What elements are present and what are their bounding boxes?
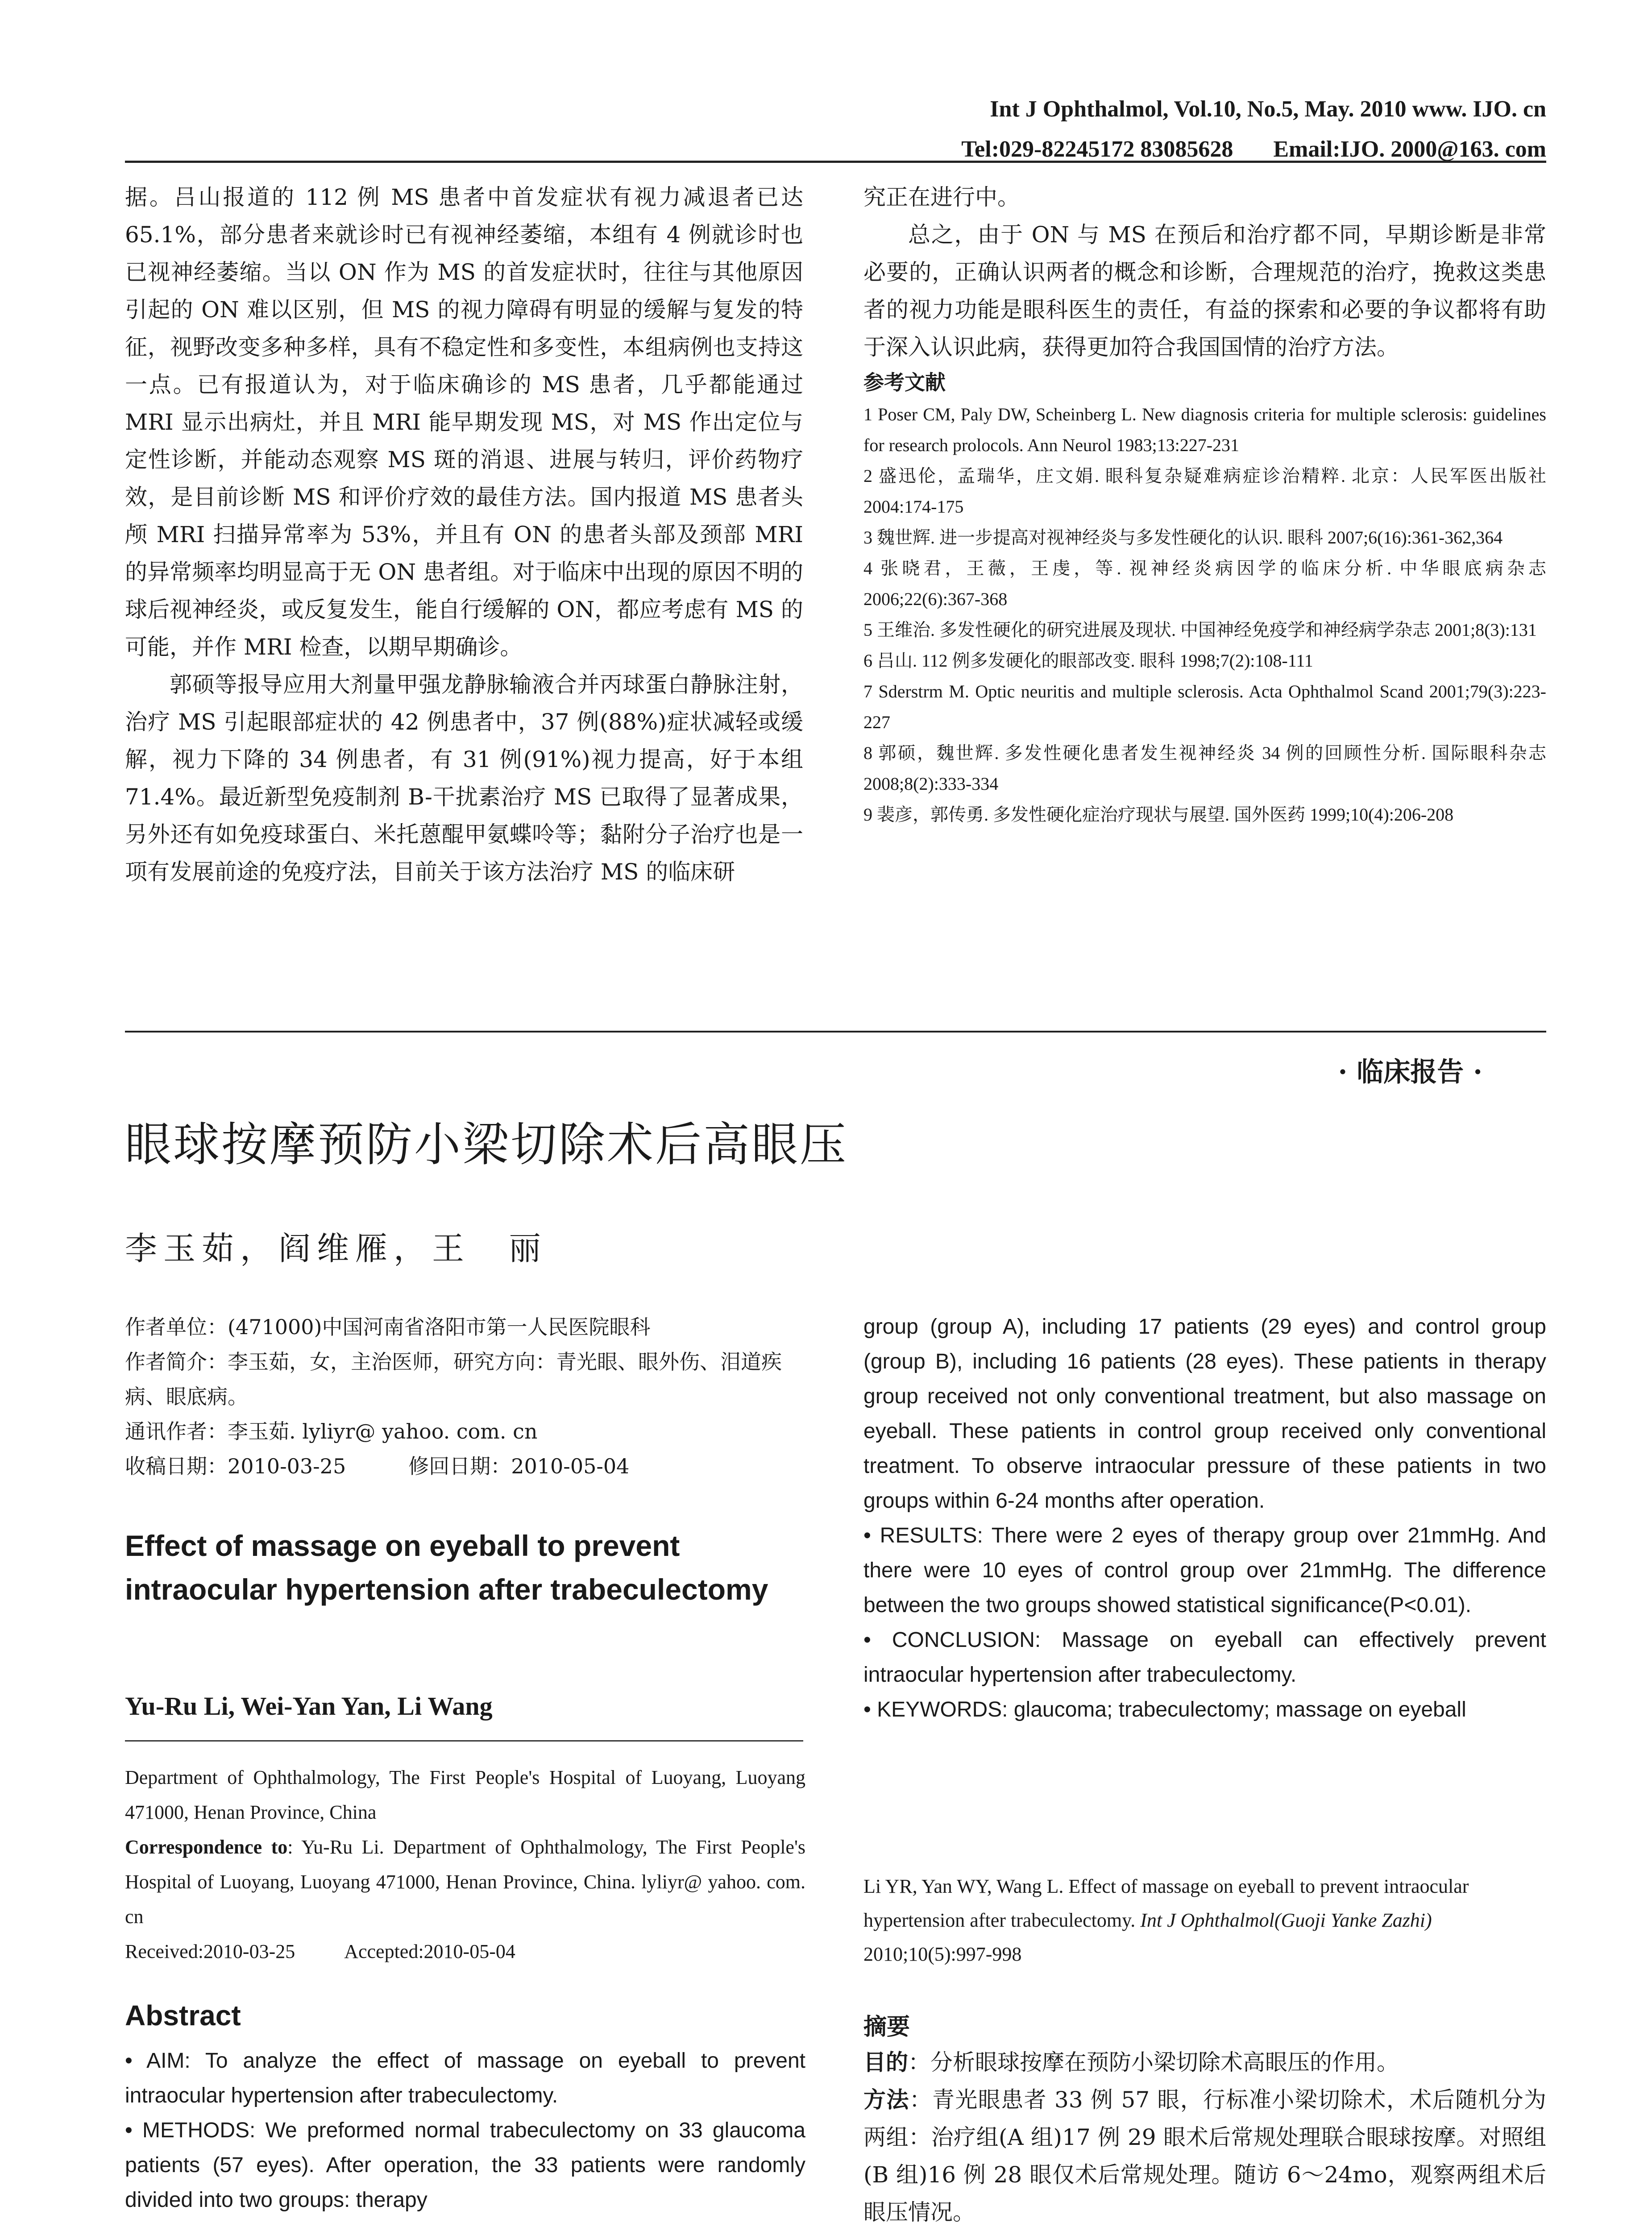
abstract-methods-continued: group (group A), including 17 patients (29 eyes) and control group (group B), including 16 patients (28 eyes). These patients in therapy group received not only conventional treatment, but also massage on eyeball. These patients in control group received only conventional treatment. To observe intraocular pressure of these patients in two groups within 6-24 months after operation. [863, 1315, 1546, 1513]
citation [863, 1870, 1546, 1971]
paragraph: 总之，由于 ON 与 MS 在预后和治疗都不同，早期诊断是非常必要的，正确认识两者的概念和诊断，合理规范的治疗，挽救这类患者的视力功能是眼科医生的责任，有益的探索和必要的争议都将有助于深入认识此病，获得更加符合我国国情的治疗方法。 [863, 222, 1546, 360]
abstract-results: • RESULTS: There were 2 eyes of therapy group over 21mmHg. And there were 10 eyes of control group over 21mmHg. The difference between the two groups showed statistical significance(P<0.01). [863, 1524, 1546, 1617]
paragraph: 据。吕山报道的 112 例 MS 患者中首发症状有视力减退者已达 65.1%，部分患者来就诊时已有视神经萎缩，本组有 4 例就诊时也已视神经萎缩。当以 ON 作为 MS 的首发症状时，往往与其他原因引起的 ON 难以区别，但 MS 的视力障碍有明显的缓解与复发的特征，视野改变多种多样，具有不稳定性和多变性，本组病例也支持这一点。已有报道认为，对于临床确诊的 MS 患者，几乎都能通过 MRI 显示出病灶，并且 MRI 能早期发现 MS，对 MS 作出定位与定性诊断，并能动态观察 MS 斑的消退、进展与转归，评价药物疗效，是目前诊断 MS 和评价疗效的最佳方法。国内报道 MS 患者头颅 MRI 扫描异常率为 53%，并且有 ON 的患者头部及颈部 MRI 的异常频率均明显高于无 ON 患者组。对于临床中出现的原因不明的球后视神经炎，或反复发生，能自行缓解的 ON，都应考虑有 MS 的可能，并作 MRI 检查，以期早期确诊。 [125, 184, 803, 660]
chinese-abstract [863, 2044, 1546, 2231]
paragraph: 究正在进行中。 [863, 184, 1020, 210]
abstract-heading: Abstract [125, 1999, 241, 2032]
abstract-left [125, 2044, 805, 2218]
citation-journal: Int J Ophthalmol(Guoji Yanke Zazhi) [1140, 1909, 1432, 1931]
header-email: Email:IJO. 2000@163. com [1273, 137, 1546, 162]
reference-item: 5 王维治. 多发性硬化的研究进展及现状. 中国神经免疫学和神经病学杂志 2001;8(3):131 [863, 620, 1537, 640]
paragraph: 郭硕等报导应用大剂量甲强龙静脉输液合并丙球蛋白静脉注射，治疗 MS 引起眼部症状的 42 例患者中，37 例(88%)症状减轻或缓解，视力下降的 34 例患者，有 31 例(91%)视力提高，好于本组 71.4%。最近新型免疫制剂 B-干扰素治疗 MS 已取得了显著成果，另外还有如免疫球蛋白、米托蒽醌甲氨蝶呤等；黏附分子治疗也是一项有发展前途的免疫疗法，目前关于该方法治疗 MS 的临床研 [125, 672, 803, 885]
correspondence-text: : Yu-Ru Li. Department of Ophthalmology, The First People's Hospital of Luoyang, Luoyang 471000, Henan Province, China. lyliyr@ yahoo. com. cn [125, 1836, 806, 1928]
reference-item: 9 裴彦，郭传勇. 多发性硬化症治疗现状与展望. 国外医药 1999;10(4):206-208 [863, 804, 1454, 825]
reference-item: 2 盛迅伦，孟瑞华，庄文娟. 眼科复杂疑难病症诊治精粹. 北京：人民军医出版社 2004:174-175 [863, 466, 1546, 517]
abstract-methods: • METHODS: We preformed normal trabeculectomy on 33 glaucoma patients (57 eyes). After operation, the 33 patients were randomly divided into two groups: therapy [125, 2119, 805, 2212]
cn-objective-label: 目的 [863, 2049, 908, 2075]
abstract-right [863, 1310, 1546, 1727]
header-line-1: Int J Ophthalmol, Vol.10, No.5, May. 2010 www. IJO. cn [990, 96, 1546, 122]
abstract-keywords: • KEYWORDS: glaucoma; trabeculectomy; massage on eyeball [863, 1698, 1466, 1721]
author-unit: 作者单位：(471000)中国河南省洛阳市第一人民医院眼科 [125, 1315, 651, 1339]
reference-item: 7 Sderstrm M. Optic neuritis and multiple sclerosis. Acta Ophthalmol Scand 2001;79(3):223-227 [863, 681, 1546, 732]
correspondence-cn: 通讯作者：李玉茹. lyliyr@ yahoo. com. cn [125, 1419, 538, 1443]
dates-cn [125, 1449, 821, 1484]
cn-objective [863, 2044, 1546, 2081]
reference-item: 4 张晓君，王薇，王虔，等. 视神经炎病因学的临床分析. 中华眼底病杂志 2006;22(6):367-368 [863, 558, 1546, 609]
abstract-conclusion: • CONCLUSION: Massage on eyeball can effectively prevent intraocular hypertension after trabeculectomy. [863, 1628, 1546, 1687]
section-tag: · 临床报告 · [1338, 1057, 1482, 1088]
affiliation-text: Department of Ophthalmology, The First People's Hospital of Luoyang, Luoyang 471000, Henan Province, China [125, 1767, 805, 1823]
citation-tail: 2010;10(5):997-998 [863, 1943, 1022, 1965]
reference-item: 6 吕山. 112 例多发硬化的眼部改变. 眼科 1998;7(2):108-111 [863, 651, 1313, 671]
cn-method-text: ：青光眼患者 33 例 57 眼，行标准小梁切除术，术后随机分为两组：治疗组(A 组)17 例 29 眼术后常规处理联合眼球按摩。对照组(B 组)16 例 28 眼仅术后常规处理。随访 6～24mo，观察两组术后眼压情况。 [863, 2087, 1546, 2225]
previous-article-right-column [863, 178, 1546, 830]
authors-rule [125, 1740, 803, 1742]
english-authors: Yu-Ru Li, Wei-Yan Yan, Li Wang [125, 1692, 493, 1721]
reference-item: 1 Poser CM, Paly DW, Scheinberg L. New diagnosis criteria for multiple sclerosis: guidelines for research prolocols. Ann Neurol 1983;13:227-231 [863, 404, 1546, 455]
english-affiliation [125, 1760, 805, 1969]
references-list [863, 399, 1546, 830]
reference-item: 3 魏世辉. 进一步提高对视神经炎与多发性硬化的认识. 眼科 2007;6(16):361-362,364 [863, 527, 1503, 547]
cn-objective-text: ：分析眼球按摩在预防小梁切除术高眼压的作用。 [908, 2049, 1399, 2075]
reference-item: 8 郭硕，魏世辉. 多发性硬化患者发生视神经炎 34 例的回顾性分析. 国际眼科杂志 2008;8(2):333-334 [863, 743, 1546, 794]
author-info [125, 1310, 821, 1484]
journal-header [961, 89, 1546, 170]
author-bio: 作者简介：李玉茹，女，主治医师，研究方向：青光眼、眼外伤、泪道疾病、眼底病。 [125, 1350, 782, 1409]
article-title: 眼球按摩预防小梁切除术后高眼压 [125, 1117, 848, 1172]
english-title: Effect of massage on eyeball to prevent intraocular hypertension after trabeculectomy [125, 1529, 768, 1606]
correspondence-label: Correspondence to [125, 1836, 288, 1858]
citation-text: Li YR, Yan WY, Wang L. Effect of massage on eyeball to prevent intraocular hypertension after trabeculectomy. [863, 1875, 1469, 1931]
previous-article-left-column [125, 178, 803, 891]
header-tel: Tel:029-82245172 83085628 [961, 137, 1233, 162]
abstract-aim: • AIM: To analyze the effect of massage on eyeball to prevent intraocular hypertension after trabeculectomy. [125, 2049, 805, 2107]
header-rule [125, 161, 1546, 163]
dates-en [125, 1934, 805, 1969]
cn-method-label: 方法 [863, 2087, 909, 2113]
revised-date-cn: 修回日期：2010-05-04 [408, 1454, 630, 1478]
accepted-date-en: Accepted:2010-05-04 [344, 1941, 515, 1962]
received-date-en: Received:2010-03-25 [125, 1941, 295, 1962]
cn-method [863, 2081, 1546, 2231]
references-heading: 参考文献 [863, 370, 946, 394]
correspondence-en [125, 1830, 805, 1934]
article-authors-cn: 李玉茹，阎维雁，王 丽 [125, 1230, 548, 1267]
chinese-abstract-heading: 摘要 [863, 2014, 910, 2040]
section-divider [125, 1031, 1546, 1033]
received-date-cn: 收稿日期：2010-03-25 [125, 1454, 346, 1478]
header-line-2 [961, 129, 1546, 170]
